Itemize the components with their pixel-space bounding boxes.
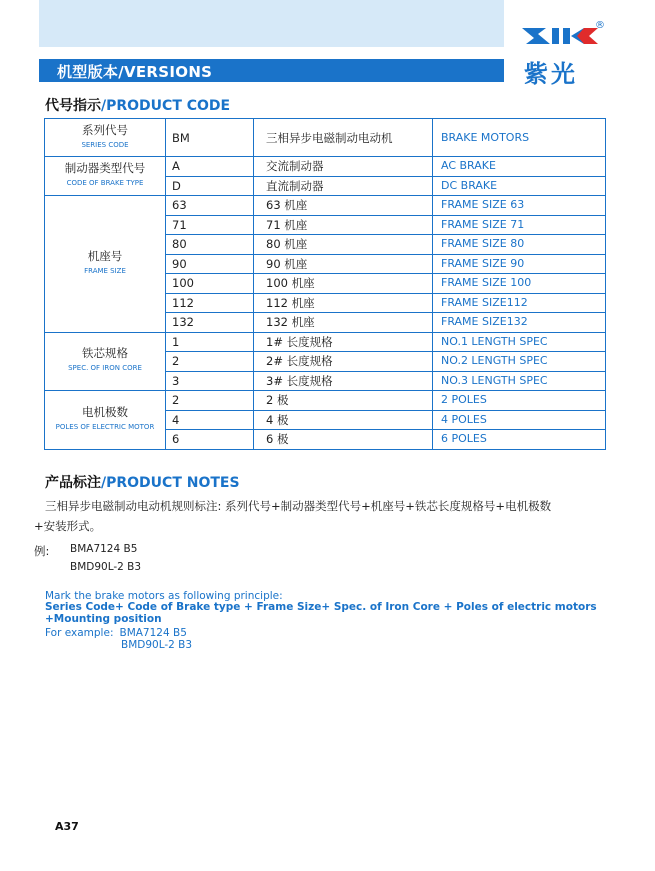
- series-code-label: [45, 119, 166, 157]
- cell-code: 2: [166, 391, 254, 411]
- product-notes-heading-cn: 产品标注: [45, 475, 101, 491]
- cell-code: 3: [166, 371, 254, 391]
- cell-code: 4: [166, 410, 254, 430]
- cell-cn: 2 极: [254, 391, 433, 411]
- poles-label: [45, 391, 166, 450]
- cell-cn: 63 机座: [254, 196, 433, 216]
- en-example-line: [45, 628, 615, 639]
- cell-en: FRAME SIZE 71: [433, 215, 606, 235]
- page-title: 机型版本/VERSIONS: [57, 63, 213, 81]
- table-row: [45, 157, 606, 177]
- brand-name-cn: 紫光: [524, 60, 578, 88]
- frame-size-label: [45, 196, 166, 333]
- cell-code: 1: [166, 332, 254, 352]
- cell-en: 6 POLES: [433, 430, 606, 450]
- cell-code: A: [166, 157, 254, 177]
- title-bar: [39, 59, 504, 82]
- cell-cn: 交流制动器: [254, 157, 433, 177]
- series-code-label-en: SERIES CODE: [81, 140, 129, 149]
- frame-size-label-en: FRAME SIZE: [84, 266, 126, 275]
- cell-en: FRAME SIZE 63: [433, 196, 606, 216]
- cell-code: 80: [166, 235, 254, 255]
- en-notes-line-1: Mark the brake motors as following principle:: [45, 590, 283, 602]
- cell-cn: 2# 长度规格: [254, 352, 433, 372]
- example-1: BMA7124 B5: [70, 543, 138, 555]
- product-code-heading: [45, 95, 230, 115]
- cell-en: FRAME SIZE 80: [433, 235, 606, 255]
- frame-size-label-cn: 机座号: [87, 248, 123, 263]
- series-code-value: BM: [166, 119, 254, 157]
- cell-cn: 6 极: [254, 430, 433, 450]
- cell-cn: 1# 长度规格: [254, 332, 433, 352]
- cell-cn: 71 机座: [254, 215, 433, 235]
- cell-en: FRAME SIZE112: [433, 293, 606, 313]
- cell-code: 6: [166, 430, 254, 450]
- notes-rule-line-1: 三相异步电磁制动电动机规则标注: 系列代号+制动器类型代号+机座号+铁芯长度规格号+电机极数: [45, 499, 552, 513]
- table-row: [45, 332, 606, 352]
- page-number: A37: [55, 820, 79, 833]
- cell-cn: 80 机座: [254, 235, 433, 255]
- top-band: [39, 0, 504, 47]
- brake-type-label: [45, 157, 166, 196]
- iron-core-label-en: SPEC. OF IRON CORE: [68, 364, 142, 373]
- cell-en: FRAME SIZE132: [433, 313, 606, 333]
- notes-rule-line-2: +安装形式。: [34, 519, 102, 533]
- cell-cn: 90 机座: [254, 254, 433, 274]
- en-example-label: For example:: [45, 627, 114, 639]
- en-notes-line-3: +Mounting position: [45, 613, 162, 625]
- cell-code: 63: [166, 196, 254, 216]
- cell-en: 2 POLES: [433, 391, 606, 411]
- en-example-2: BMD90L-2 B3: [121, 639, 193, 651]
- table-row: [45, 119, 606, 157]
- series-desc-cn: 三相异步电磁制动电动机: [254, 119, 433, 157]
- iron-core-label-cn: 铁芯规格: [82, 346, 128, 361]
- table-row: [45, 196, 606, 216]
- en-example-1: BMA7124 B5: [119, 627, 187, 639]
- product-code-table: [44, 118, 606, 450]
- brake-type-label-cn: 制动器类型代号: [64, 161, 146, 175]
- cell-en: NO.3 LENGTH SPEC: [433, 371, 606, 391]
- cell-en: 4 POLES: [433, 410, 606, 430]
- registered-mark: ®: [595, 20, 605, 31]
- product-notes-heading: [45, 472, 240, 492]
- cell-cn: 100 机座: [254, 274, 433, 294]
- cell-cn: 直流制动器: [254, 176, 433, 196]
- cell-code: 90: [166, 254, 254, 274]
- cell-en: FRAME SIZE 100: [433, 274, 606, 294]
- cell-cn: 3# 长度规格: [254, 371, 433, 391]
- cell-code: 2: [166, 352, 254, 372]
- table-row: [45, 391, 606, 411]
- poles-label-cn: 电机极数: [82, 404, 128, 419]
- iron-core-label: [45, 332, 166, 391]
- cell-en: NO.2 LENGTH SPEC: [433, 352, 606, 372]
- poles-label-en: POLES OF ELECTRIC MOTOR: [55, 422, 155, 431]
- cell-en: NO.1 LENGTH SPEC: [433, 332, 606, 352]
- product-code-heading-en: /PRODUCT CODE: [101, 98, 231, 114]
- product-notes-heading-en: /PRODUCT NOTES: [101, 475, 240, 491]
- cell-code: D: [166, 176, 254, 196]
- cell-en: FRAME SIZE 90: [433, 254, 606, 274]
- example-label: 例:: [34, 544, 50, 558]
- brake-type-label-en: CODE OF BRAKE TYPE: [66, 179, 144, 187]
- cell-en: AC BRAKE: [433, 157, 606, 177]
- cell-cn: 132 机座: [254, 313, 433, 333]
- cell-code: 132: [166, 313, 254, 333]
- series-code-label-cn: 系列代号: [82, 122, 128, 137]
- cell-cn: 112 机座: [254, 293, 433, 313]
- cell-code: 71: [166, 215, 254, 235]
- example-2: BMD90L-2 B3: [70, 561, 142, 573]
- en-notes-line-2: Series Code+ Code of Brake type + Frame Size+ Spec. of Iron Core + Poles of electric motors: [45, 601, 597, 613]
- cell-en: DC BRAKE: [433, 176, 606, 196]
- cell-code: 112: [166, 293, 254, 313]
- cell-cn: 4 极: [254, 410, 433, 430]
- cell-code: 100: [166, 274, 254, 294]
- product-code-heading-cn: 代号指示: [45, 98, 101, 114]
- series-desc-en: BRAKE MOTORS: [433, 119, 606, 157]
